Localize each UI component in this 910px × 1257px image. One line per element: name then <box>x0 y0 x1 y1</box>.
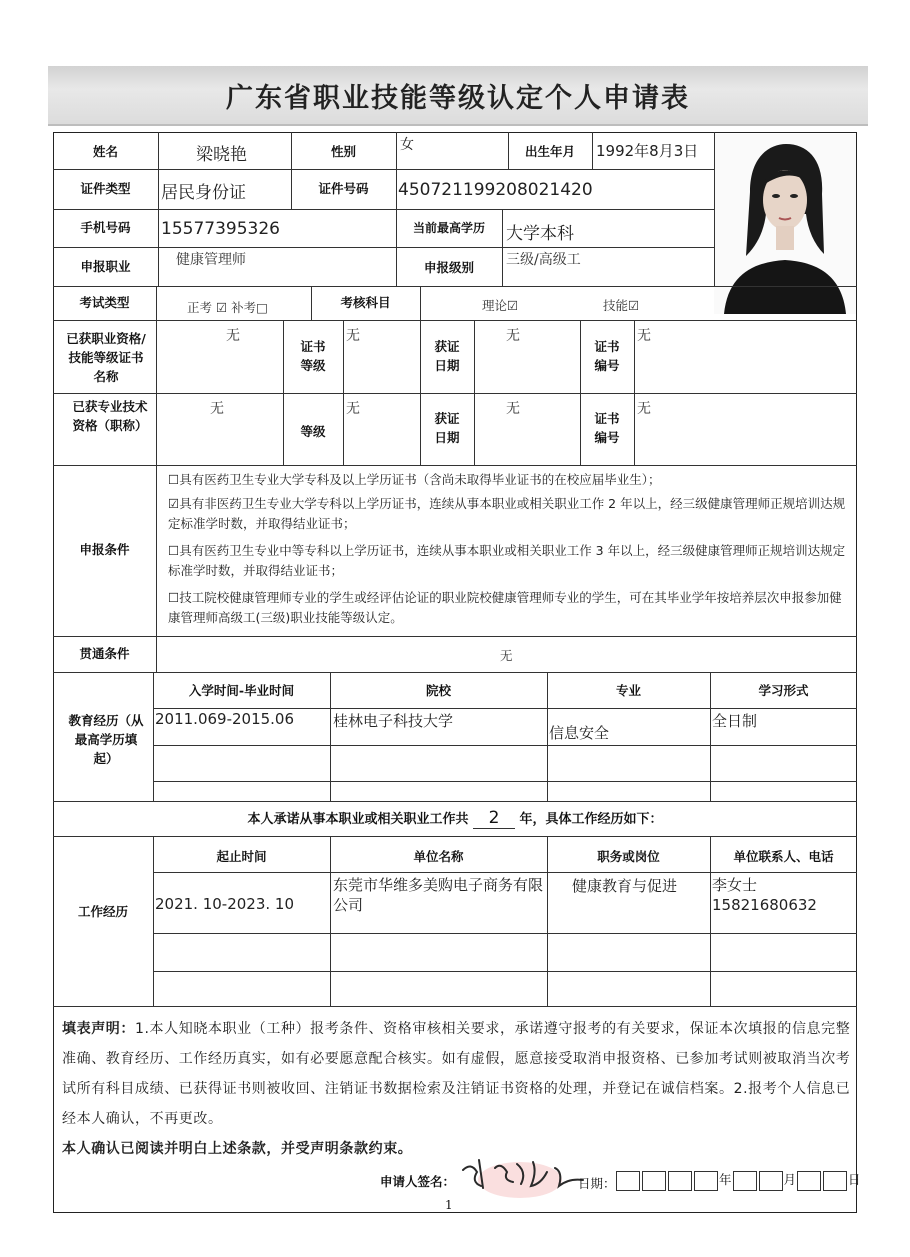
work-header-post: 职务或岗位 <box>597 849 660 864</box>
work-header-company: 单位名称 <box>413 849 464 864</box>
exam-type-label: 考试类型 <box>79 295 130 310</box>
phone-label: 手机号码 <box>80 220 131 235</box>
edu-row-major: 信息安全 <box>549 724 610 742</box>
condition-item-1: ☐具有医药卫生专业大学专科及以上学历证书（含尚未取得毕业证书的在校应届毕业生）； <box>168 472 661 487</box>
gender-label: 性别 <box>330 144 356 159</box>
cert2-date: 无 <box>506 401 520 417</box>
work-row-post: 健康教育与促进 <box>572 877 678 895</box>
cert2-level-label: 等级 <box>300 424 326 439</box>
cert1-date: 无 <box>506 328 520 344</box>
through-label: 贯通条件 <box>79 646 130 661</box>
handwritten-signature <box>455 1150 595 1204</box>
subject-label: 考核科目 <box>340 295 391 310</box>
cert1-date-label: 获证日期 <box>434 339 460 373</box>
work-commit-prefix: 本人承诺从事本职业或相关职业工作共 <box>247 812 469 827</box>
through-value: 无 <box>500 648 513 663</box>
cert2-no-label: 证书编号 <box>594 411 620 445</box>
conditions-label: 申报条件 <box>79 542 130 557</box>
exam-type-value: 正考 ☑ 补考□ <box>187 300 268 315</box>
id-no-value: 450721199208021420 <box>398 180 593 200</box>
title-bar <box>48 66 868 124</box>
cert2-label: 已获专业技术资格（职称） <box>72 399 148 433</box>
work-commit-suffix: 年，具体工作经历如下： <box>519 812 663 827</box>
edu-header-mode: 学习形式 <box>758 683 809 698</box>
cert1-name: 无 <box>226 328 240 344</box>
cert1-level: 无 <box>346 328 360 344</box>
id-no-label: 证件号码 <box>318 181 369 196</box>
form-title: 广东省职业技能等级认定个人申请表 <box>226 83 690 114</box>
condition-item-2: ☑具有非医药卫生专业大学专科以上学历证书，连续从事本职业或相关职业工作 2 年以上，经三级健康管理师正规培训达规定标准学时数，并取得结业证书； <box>168 496 846 531</box>
edu-header-school: 院校 <box>425 683 451 698</box>
year-label: 年 <box>719 1172 732 1187</box>
id-type-label: 证件类型 <box>80 181 131 196</box>
edu-label: 当前最高学历 <box>412 221 485 235</box>
cert1-no: 无 <box>637 328 651 344</box>
day-label: 日 <box>848 1172 861 1187</box>
work-commit <box>53 808 857 829</box>
edu-header-period: 入学时间-毕业时间 <box>188 683 295 698</box>
name-value: 梁晓艳 <box>196 145 247 165</box>
date-label: 日期： <box>578 1176 616 1191</box>
level-label: 申报级别 <box>423 260 474 275</box>
work-label: 工作经历 <box>77 904 128 919</box>
work-header-contact: 单位联系人、电话 <box>733 849 834 864</box>
declaration-head: 填表声明： <box>62 1021 135 1037</box>
condition-item-4: ☐技工院校健康管理师专业的学生或经评估论证的职业院校健康管理师专业的学生，可在其毕业学年按培养层次申报参加健康管理师高级工(三级)职业技能等级认定。 <box>168 590 842 625</box>
condition-item-3: ☐具有医药卫生专业中等专科以上学历证书，连续从事本职业或相关职业工作 3 年以上，经三级健康管理师正规培训达规定标准学时数，并取得结业证书； <box>168 543 846 578</box>
gender-value: 女 <box>400 137 414 153</box>
work-years: 2 <box>473 808 515 829</box>
edu-row-mode: 全日制 <box>712 712 758 730</box>
cert1-level-label: 证书等级 <box>300 339 326 373</box>
cert1-label: 已获职业资格/技能等级证书名称 <box>66 331 146 384</box>
edu-value: 大学本科 <box>506 224 574 244</box>
edu-header-major: 专业 <box>615 683 641 698</box>
month-label: 月 <box>783 1172 797 1187</box>
dob-value: 1992年8月3日 <box>596 142 699 160</box>
declaration-confirm: 本人确认已阅读并明白上述条款，并受声明条款约束。 <box>62 1141 413 1157</box>
id-type-value: 居民身份证 <box>161 183 246 203</box>
work-row-company: 东莞市华维多美购电子商务有限公司 <box>333 876 544 914</box>
dob-label: 出生年月 <box>524 144 575 159</box>
cert1-no-label: 证书编号 <box>594 339 620 373</box>
name-label: 姓名 <box>92 144 118 159</box>
handwritten-date <box>615 1170 861 1191</box>
work-header-period: 起止时间 <box>216 849 267 864</box>
education-label: 教育经历（从最高学历填起） <box>68 713 144 766</box>
applicant-photo <box>714 134 856 314</box>
cert2-date-label: 获证日期 <box>434 411 460 445</box>
declaration-body: 1.本人知晓本职业（工种）报考条件、资格审核相关要求，承诺遵守报考的有关要求，保证本次填报的信息完整准确、教育经历、工作经历真实，如有必要愿意配合核实。如有虚假，愿意接受取消申报资格、已参加考试则被取消当次考试所有科目成绩、已获得证书则被收回、注销证书数据检索及注销证书资格的处理，并登记在诚信档案。2.报考个人信息已经本人确认，不再更改。 <box>62 1021 851 1127</box>
page-number: 1 <box>445 1198 453 1212</box>
skill-check: 技能☑ <box>603 298 640 313</box>
work-row-contact: 李女士 15821680632 <box>712 876 817 914</box>
occupation-value: 健康管理师 <box>176 252 246 268</box>
declaration <box>62 1014 852 1164</box>
work-row-period: 2021. 10-2023. 10 <box>155 895 295 913</box>
cert2-name: 无 <box>210 401 224 417</box>
edu-row-period: 2011.069-2015.06 <box>155 710 295 728</box>
signature-label: 申请人签名： <box>380 1174 456 1189</box>
edu-row-school: 桂林电子科技大学 <box>333 712 454 730</box>
cert2-level: 无 <box>346 401 360 417</box>
phone-value: 15577395326 <box>161 219 280 239</box>
theory-check: 理论☑ <box>482 298 519 313</box>
cert2-no: 无 <box>637 401 651 417</box>
level-value: 三级/高级工 <box>506 252 581 268</box>
occupation-label: 申报职业 <box>80 259 131 274</box>
